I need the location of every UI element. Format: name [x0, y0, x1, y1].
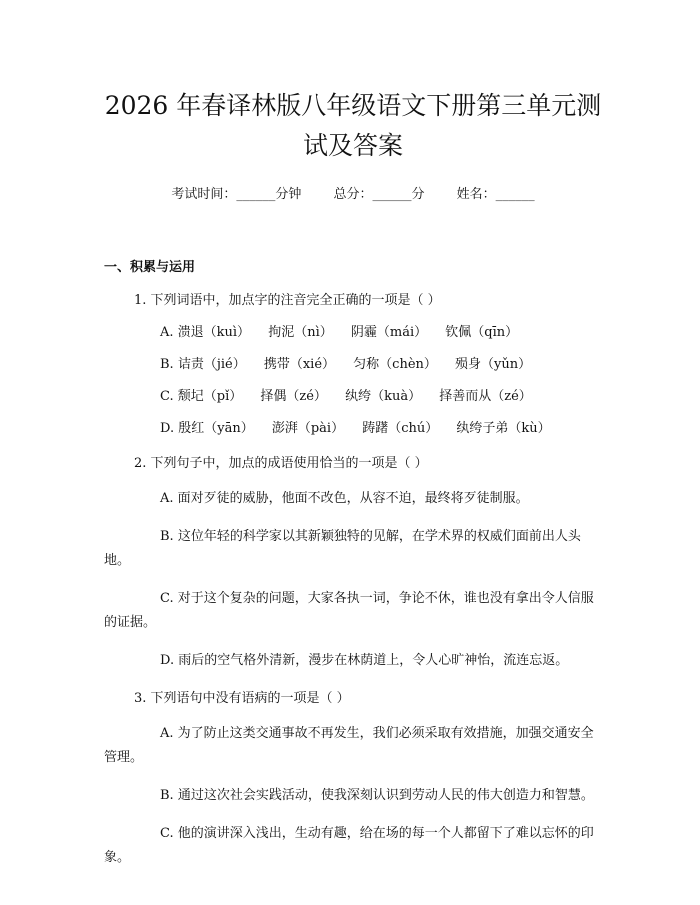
question-1-stem: 1. 下列词语中，加点字的注音完全正确的一项是（ ） — [134, 293, 441, 308]
exam-score: 总分：______分 — [333, 187, 425, 202]
question-2-option-b: B. 这位年轻的科学家以其新颖独特的见解，在学术界的权威们面前出人头地。 — [104, 529, 581, 568]
question-2-option-a: A. 面对歹徒的威胁，他面不改色，从容不迫，最终将歹徒制服。 — [160, 491, 529, 506]
question-2-stem: 2. 下列句子中，加点的成语使用恰当的一项是（ ） — [134, 456, 428, 471]
option-item: B. 诘责（jié） — [160, 357, 246, 372]
question-3-stem: 3. 下列语句中没有语病的一项是（ ） — [134, 691, 350, 706]
page-title: 2026 年春译林版八年级语文下册第三单元测试及答案 — [104, 91, 602, 160]
option-item: 拘泥（nì） — [268, 325, 333, 340]
question-3-option-a: A. 为了防止这类交通事故不再发生，我们必须采取有效措施，加强交通安全管理。 — [104, 726, 594, 765]
question-1-option-a — [104, 324, 602, 342]
option-item: C. 颓圮（pǐ） — [160, 389, 243, 404]
student-name: 姓名：______ — [456, 187, 535, 202]
question-2-option-d: D. 雨后的空气格外清新，漫步在林荫道上，令人心旷神怡，流连忘返。 — [160, 653, 569, 668]
option-item: 踌躇（chú） — [362, 421, 439, 436]
option-item: D. 殷红（yān） — [160, 421, 254, 436]
question-1-option-b — [104, 356, 602, 374]
option-item: 择善而从（zé） — [439, 389, 532, 404]
question-1-option-d — [104, 420, 602, 438]
section-heading: 一、积累与运用 — [104, 260, 196, 275]
option-item: 纨绔子弟（kù） — [456, 421, 551, 436]
exam-meta — [104, 186, 602, 204]
option-item: 阴霾（mái） — [350, 325, 428, 340]
option-item: A. 溃退（kuì） — [160, 325, 251, 340]
option-item: 澎湃（pài） — [271, 421, 345, 436]
exam-time: 考试时间：______分钟 — [171, 187, 302, 202]
option-item: 钦佩（qīn） — [445, 325, 519, 340]
question-2-option-c: C. 对于这个复杂的问题，大家各执一词，争论不休，谁也没有拿出令人信服的证据。 — [104, 591, 594, 630]
option-item: 携带（xié） — [263, 357, 336, 372]
question-1-option-c — [104, 388, 602, 406]
question-3-option-b: B. 通过这次社会实践活动，使我深刻认识到劳动人民的伟大创造力和智慧。 — [160, 788, 594, 803]
option-item: 纨绔（kuà） — [345, 389, 422, 404]
option-item: 匀称（chèn） — [353, 357, 437, 372]
option-item: 殒身（yǔn） — [455, 357, 532, 372]
option-item: 择偶（zé） — [260, 389, 327, 404]
question-3-option-c: C. 他的演讲深入浅出，生动有趣，给在场的每一个人都留下了难以忘怀的印象。 — [104, 826, 594, 865]
